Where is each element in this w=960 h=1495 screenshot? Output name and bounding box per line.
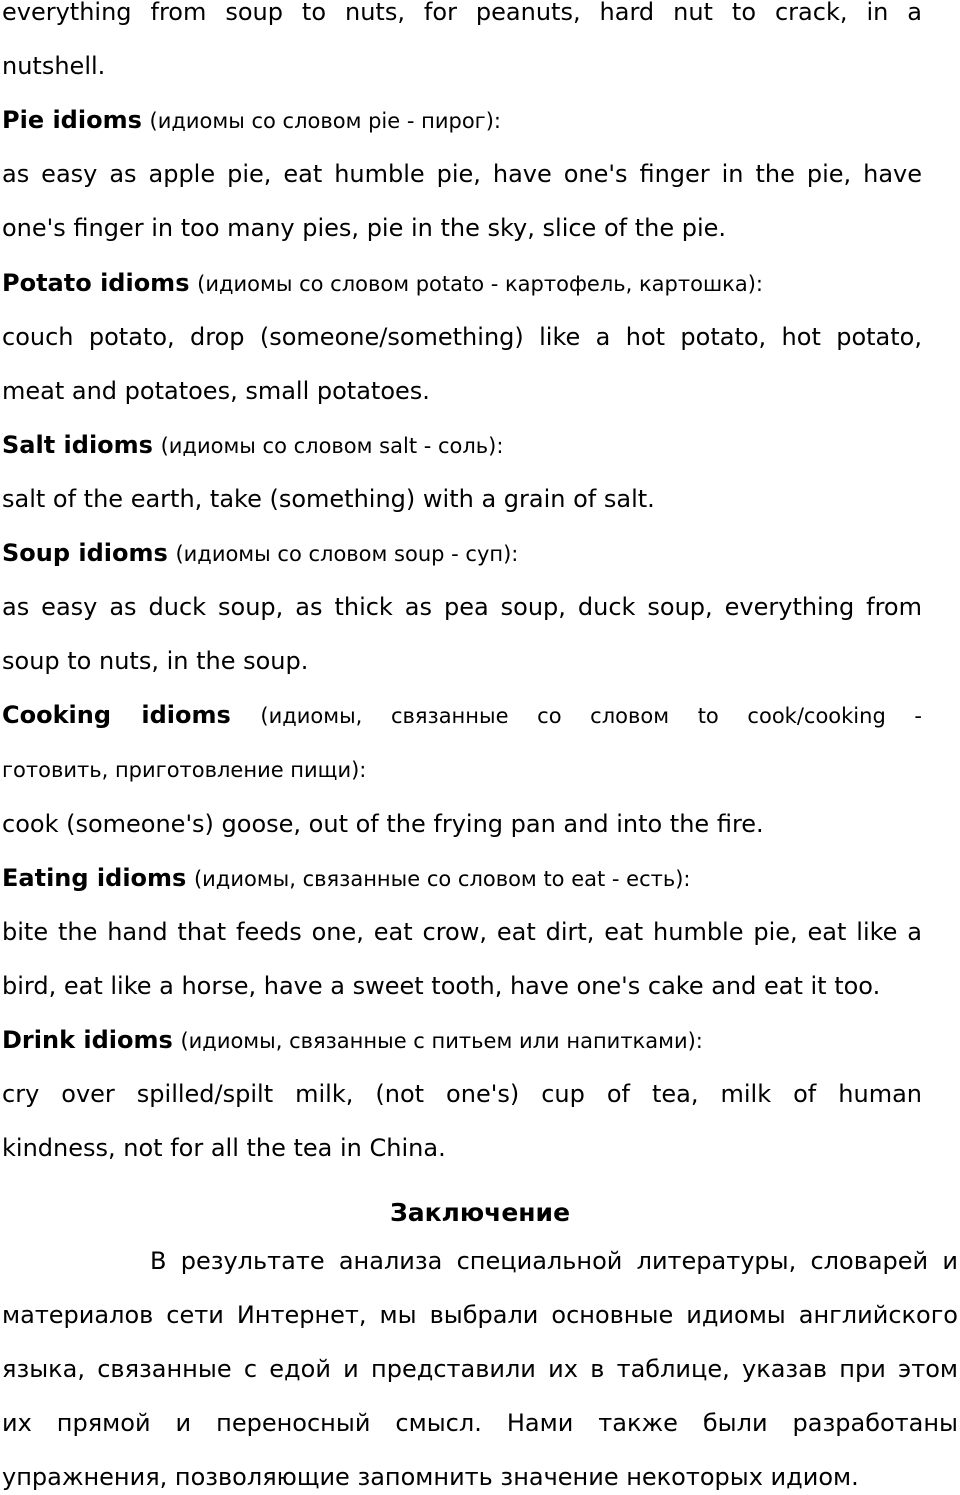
heading-title: Potato idioms [2, 269, 190, 297]
text-line: one's finger in too many pies, pie in the sky, slice of the pie. [2, 214, 727, 242]
heading-note-continued: готовить, приготовление пищи): [2, 758, 367, 782]
heading-title: Soup idioms [2, 539, 168, 567]
heading-title: Cooking idioms [2, 701, 231, 729]
heading-note: (идиомы со словом pie - пирог): [149, 109, 501, 133]
conclusion-line: языка, связанные с едой и представили их в таблице, указав при этом [2, 1355, 958, 1383]
text-line: cook (someone's) goose, out of the frying pan and into the fire. [2, 810, 764, 838]
conclusion-line: их прямой и переносный смысл. Нами также были разработаны [2, 1409, 958, 1437]
section-heading-salt [2, 430, 922, 461]
text-line: as easy as apple pie, eat humble pie, have one's finger in the pie, have [2, 160, 922, 188]
conclusion-line: упражнения, позволяющие запомнить значение некоторых идиом. [2, 1463, 859, 1491]
heading-note: (идиомы со словом soup - суп): [175, 542, 519, 566]
text-line: everything from soup to nuts, for peanuts, hard nut to crack, in a [2, 0, 922, 26]
section-heading-pie [2, 105, 922, 136]
text-line: nutshell. [2, 52, 106, 80]
text-line: bite the hand that feeds one, eat crow, eat dirt, eat humble pie, eat like a [2, 918, 922, 946]
heading-note: (идиомы, связанные со словом to eat - есть): [193, 867, 691, 891]
heading-note: (идиомы со словом potato - картофель, картошка): [197, 272, 763, 296]
heading-title: Salt idioms [2, 431, 153, 459]
section-heading-eating [2, 863, 922, 894]
section-heading-soup [2, 538, 922, 569]
heading-note: (идиомы, связанные со словом to cook/cooking - [260, 704, 922, 728]
heading-title: Pie idioms [2, 106, 142, 134]
text-line: kindness, not for all the tea in China. [2, 1134, 446, 1162]
heading-note: (идиомы, связанные с питьем или напитками): [180, 1029, 703, 1053]
heading-note: (идиомы со словом salt - соль): [160, 434, 504, 458]
section-heading-potato [2, 268, 922, 299]
conclusion-line: материалов сети Интернет, мы выбрали основные идиомы английского [2, 1301, 958, 1329]
text-line: meat and potatoes, small potatoes. [2, 377, 430, 405]
text-line: as easy as duck soup, as thick as pea soup, duck soup, everything from [2, 593, 922, 621]
text-line: cry over spilled/spilt milk, (not one's) cup of tea, milk of human [2, 1080, 922, 1108]
text-line: bird, eat like a horse, have a sweet tooth, have one's cake and eat it too. [2, 972, 881, 1000]
text-line: soup to nuts, in the soup. [2, 647, 309, 675]
conclusion-title: Заключение [389, 1198, 571, 1227]
text-line: couch potato, drop (someone/something) like a hot potato, hot potato, [2, 323, 922, 351]
heading-title: Eating idioms [2, 864, 187, 892]
section-heading-drink [2, 1025, 922, 1056]
section-heading-cooking [2, 700, 922, 731]
text-line: salt of the earth, take (something) with a grain of salt. [2, 485, 655, 513]
heading-title: Drink idioms [2, 1026, 173, 1054]
conclusion-line: В результате анализа специальной литературы, словарей и [150, 1247, 958, 1275]
